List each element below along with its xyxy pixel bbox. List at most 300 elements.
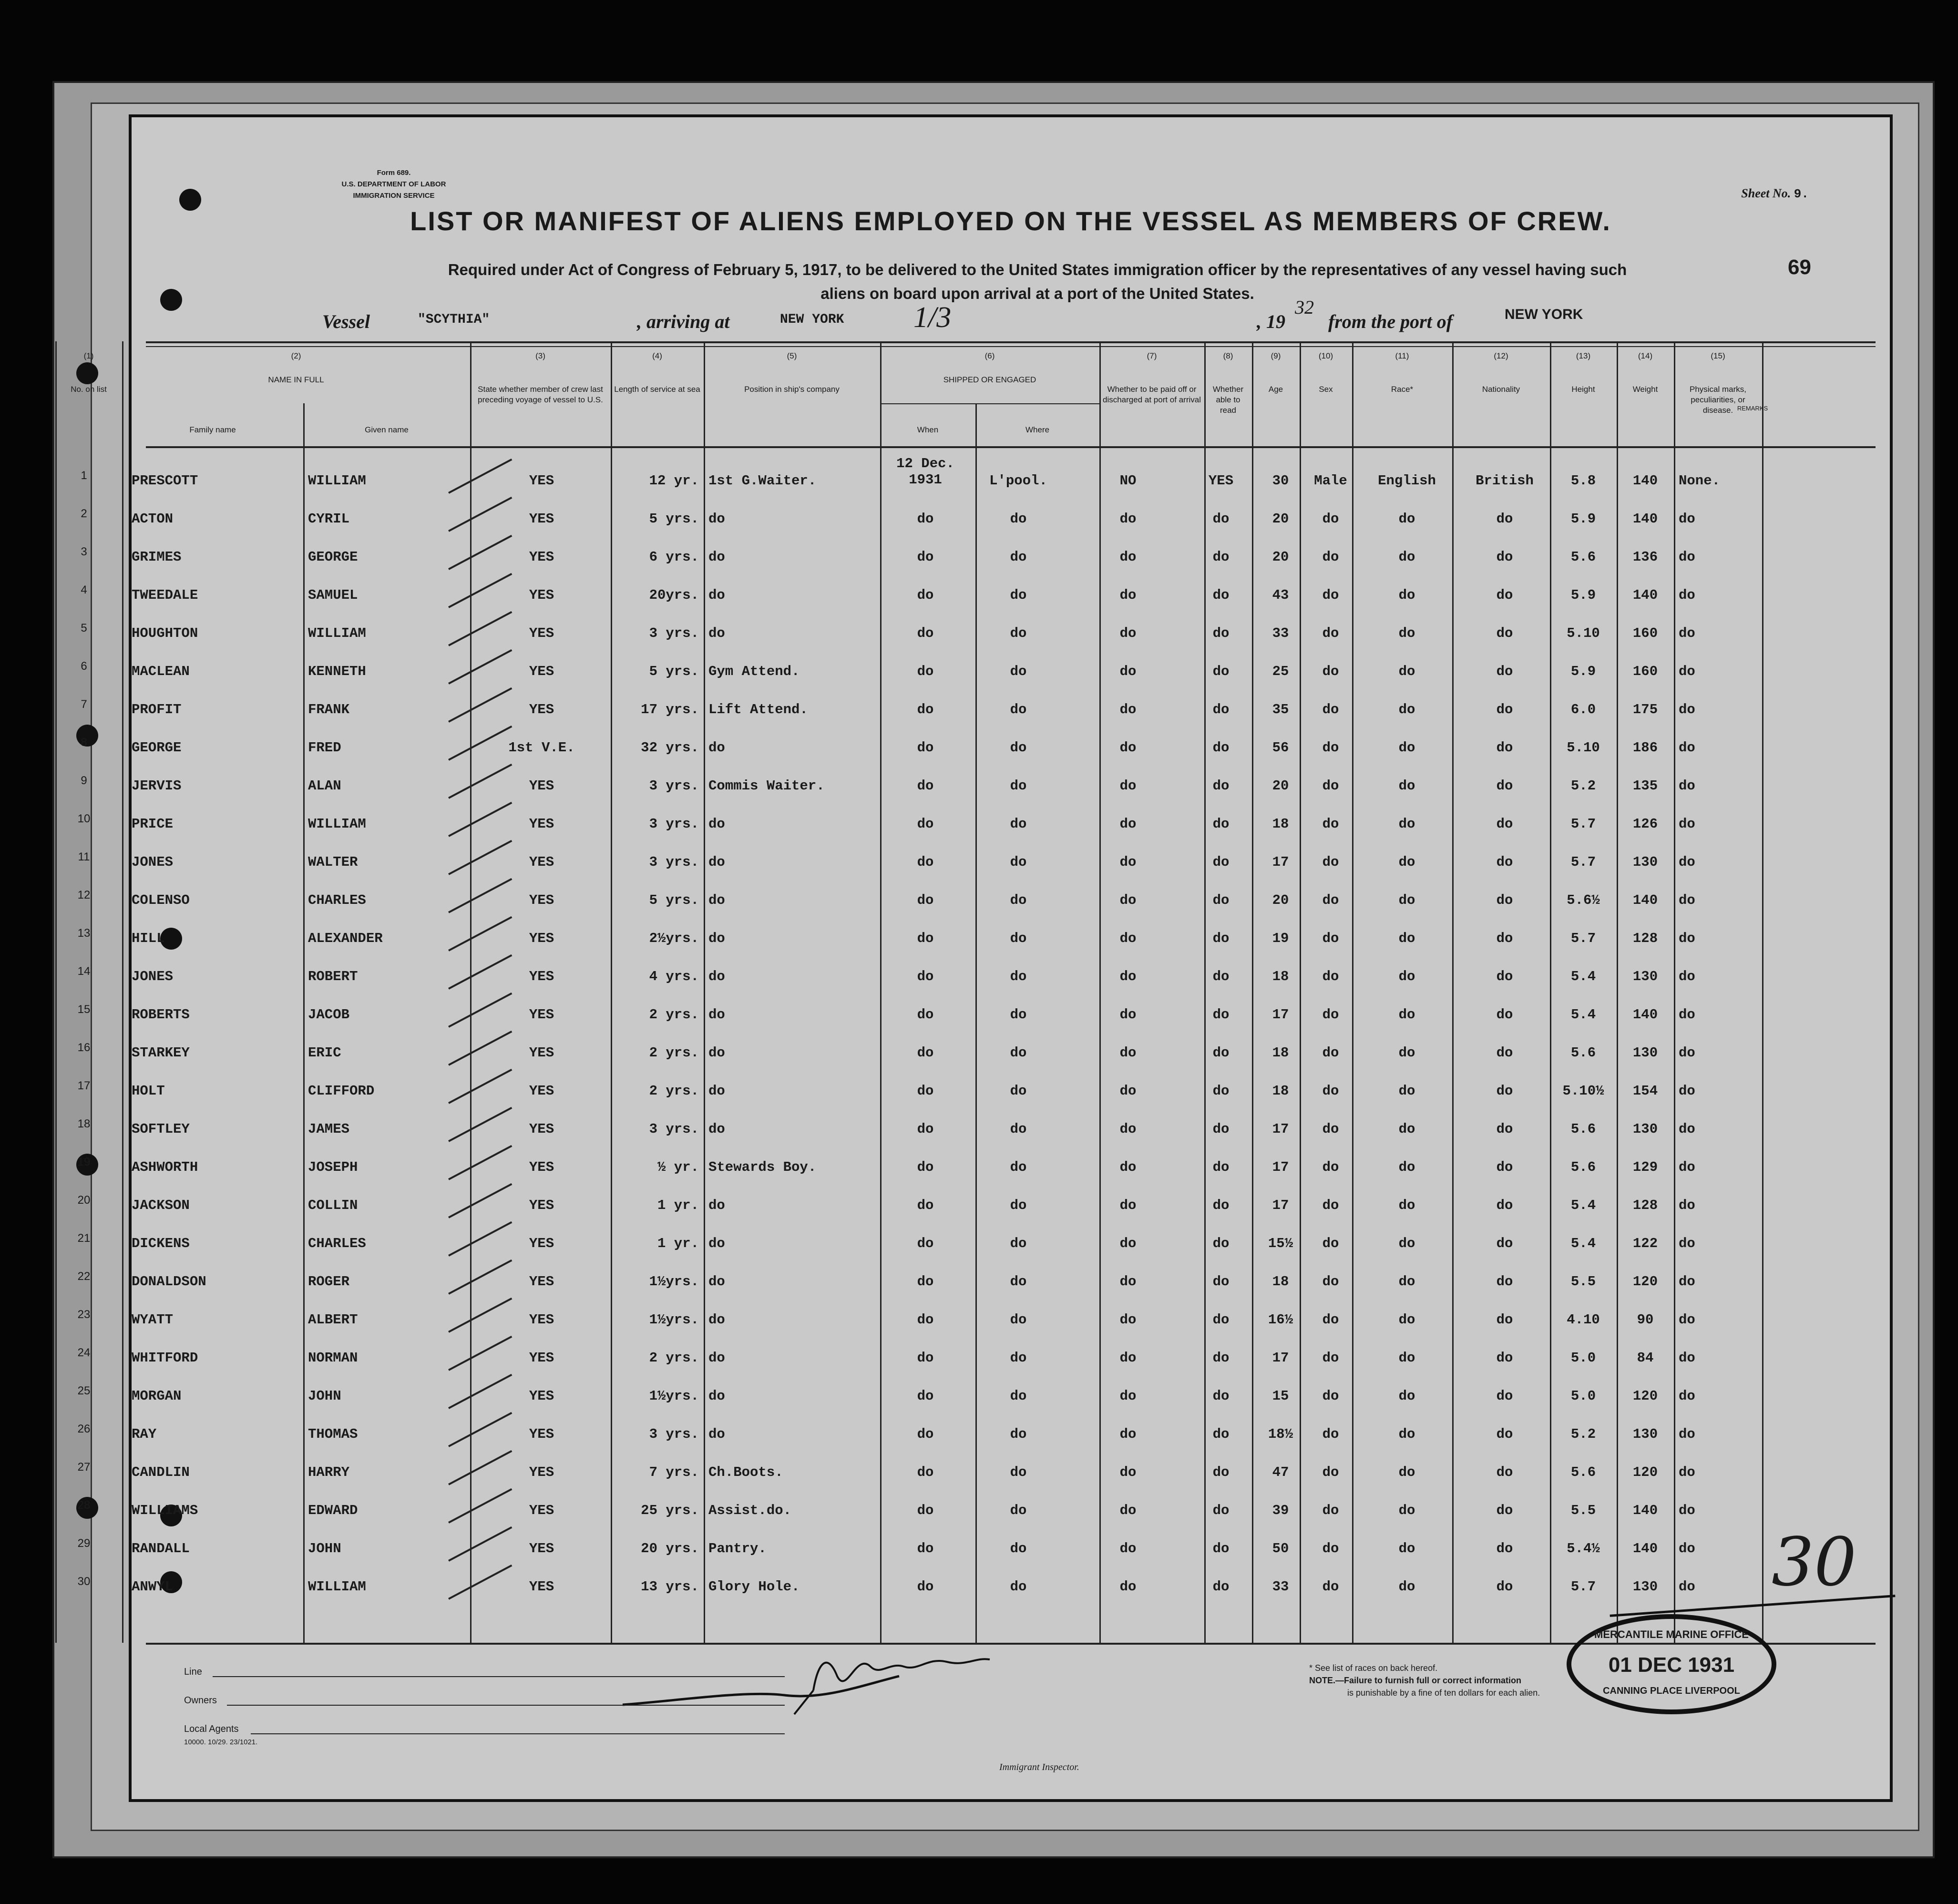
cell-paid: do [1119,1198,1137,1213]
cell-height: 4.10 [1567,1312,1600,1328]
table-row [78,842,1896,880]
cell-crew: YES [529,1579,554,1595]
cell-nat: do [1496,931,1513,946]
column-header: Whether able to read [1212,385,1244,415]
cell-where: do [1010,892,1027,908]
cell-read: do [1212,664,1230,679]
cell-no: 19 [77,1156,91,1168]
cell-read: do [1212,1541,1230,1556]
cell-race: do [1398,664,1415,679]
cell-crew: 1st V.E. [508,740,575,756]
column-number: (10) [1318,351,1333,360]
arriving-port: NEW YORK [780,312,844,327]
cell-sex: do [1322,1045,1339,1061]
cell-read: do [1212,1159,1230,1175]
line-label: Line [184,1667,202,1677]
header-bottom-rule [146,446,1876,448]
cell-weight: 130 [1632,969,1658,984]
cell-weight: 120 [1632,1388,1658,1404]
cell-when: do [917,892,934,908]
column-number: (15) [1711,351,1725,360]
table-row [77,1109,1896,1147]
cell-race: do [1398,1007,1415,1023]
cell-nat: do [1496,1388,1513,1404]
cell-sex: do [1322,1083,1339,1099]
cell-when: do [917,969,934,984]
cell-given: HARRY [308,1464,350,1480]
cell-no: 24 [77,1346,91,1359]
table-row [77,1261,1896,1300]
cell-given: COLLIN [308,1198,358,1213]
cell-race: do [1398,854,1415,870]
cell-family: ANWYL [132,1579,174,1595]
inspector-label: Immigrant Inspector. [999,1762,1079,1772]
owners-field [227,1705,785,1706]
cell-service: 1 yr. [657,1236,699,1251]
cell-height: 5.6 [1570,1464,1596,1480]
cell-sex: do [1322,1503,1339,1518]
cell-age: 17 [1272,1007,1289,1023]
cell-given: FRANK [308,702,350,717]
owners-label: Owners [184,1695,217,1706]
cell-marks: do [1679,1464,1695,1480]
cell-when: do [917,702,934,717]
table-row [77,1414,1896,1452]
cell-read: do [1212,1350,1230,1366]
column-header: Length of service at sea [614,385,700,394]
cell-age: 35 [1272,702,1289,717]
column-header-given: Given name [365,425,409,434]
column-header-when: When [917,425,939,434]
cell-weight: 154 [1632,1083,1658,1099]
table-row [77,994,1896,1033]
cell-position: do [708,1426,725,1442]
page-title: LIST OR MANIFEST OF ALIENS EMPLOYED ON THE VESSEL AS MEMBERS OF CREW. [410,206,1611,236]
cell-where: do [1010,1388,1027,1404]
cell-crew: YES [529,1198,554,1213]
cell-weight: 129 [1632,1159,1658,1175]
cell-paid: do [1119,892,1137,908]
cell-given: JAMES [308,1121,350,1137]
cell-when: do [917,1464,934,1480]
column-header: NAME IN FULL [268,375,324,384]
cell-service: 5 yrs. [649,511,699,527]
cell-position: do [708,1312,725,1328]
cell-nat: do [1496,1121,1513,1137]
cell-nat: do [1496,625,1513,641]
cell-paid: do [1119,1159,1137,1175]
cell-read: do [1212,1198,1230,1213]
table-top-rule-2 [146,346,1876,347]
cell-where: do [1010,1236,1027,1251]
cell-race: do [1398,1541,1415,1556]
cell-where: do [1010,1426,1027,1442]
cell-height: 5.6 [1570,1045,1596,1061]
cell-marks: do [1679,1388,1695,1404]
cell-crew: YES [529,1007,554,1023]
cell-given: CHARLES [308,1236,366,1251]
cell-read: do [1212,1312,1230,1328]
vessel-label: Vessel [322,311,370,332]
cell-paid: do [1119,702,1137,717]
cell-given: JACOB [308,1007,350,1023]
cell-race: do [1398,892,1415,908]
cell-service: 7 yrs. [649,1464,699,1480]
cell-no: 12 [77,889,91,901]
cell-position: Glory Hole. [708,1579,800,1595]
cell-family: RAY [132,1426,157,1442]
cell-position: do [708,1121,725,1137]
cell-marks: do [1679,1083,1695,1099]
sheet-value: 9. [1794,187,1809,201]
cell-read: do [1212,1579,1230,1595]
cell-weight: 160 [1632,625,1658,641]
column-rule [55,341,57,1643]
cell-nat: do [1496,969,1513,984]
cell-no: 25 [77,1384,91,1397]
cell-nat: do [1496,1045,1513,1061]
cell-marks: do [1679,1007,1695,1023]
cell-given: EDWARD [308,1503,358,1518]
cell-position: do [708,1274,725,1290]
cell-paid: do [1119,1312,1137,1328]
cell-family: JONES [132,969,174,984]
cell-no: 20 [77,1194,91,1207]
subtitle [298,258,1776,306]
cell-where: do [1010,740,1027,756]
cell-crew: YES [529,587,554,603]
cell-age: 15 [1272,1388,1289,1404]
cell-family: GRIMES [132,549,182,565]
column-header-family: Family name [189,425,236,434]
cell-crew: YES [529,1503,554,1518]
cell-when: do [917,1388,934,1404]
cell-race: do [1398,625,1415,641]
cell-sex: do [1322,1274,1339,1290]
cell-weight: 160 [1632,664,1658,679]
cell-given: SAMUEL [308,587,358,603]
cell-service: 6 yrs. [649,549,699,565]
cell-race: English [1378,473,1436,489]
print-code: 10000. 10/29. 23/1021. [184,1738,258,1746]
cell-paid: do [1119,1121,1137,1137]
cell-when: do [917,1579,934,1595]
cell-no: 15 [77,1003,91,1016]
cell-service: 12 yr. [649,473,699,489]
cell-paid: do [1119,1274,1137,1290]
cell-marks: do [1679,1159,1695,1175]
table-row [77,1452,1896,1490]
cell-position: do [708,1350,725,1366]
column-number: (1) [83,351,94,360]
cell-family: DICKENS [132,1236,190,1251]
cell-race: do [1398,1388,1415,1404]
column-header: Weight [1632,385,1658,394]
cell-sex: do [1322,1388,1339,1404]
cell-no: 21 [77,1232,91,1245]
cell-marks: do [1679,816,1695,832]
cell-paid: do [1119,969,1137,984]
column-number: (9) [1271,351,1281,360]
cell-read: do [1212,778,1230,794]
cell-where: do [1010,625,1027,641]
cell-weight: 128 [1632,931,1658,946]
cell-read: do [1212,931,1230,946]
cell-no: 27 [77,1461,91,1474]
cell-read: do [1212,702,1230,717]
cell-age: 18 [1272,969,1289,984]
cell-family: GEORGE [132,740,182,756]
cell-family: SOFTLEY [132,1121,190,1137]
cell-where: do [1010,664,1027,679]
cell-race: do [1398,740,1415,756]
cell-family: ASHWORTH [132,1159,198,1175]
cell-paid: do [1119,1464,1137,1480]
cell-paid: do [1119,625,1137,641]
cell-where: do [1010,1350,1027,1366]
cell-height: 5.5 [1570,1503,1596,1518]
cell-position: Stewards Boy. [708,1159,817,1175]
cell-where: do [1010,1159,1027,1175]
subheader-rule [880,403,1099,404]
cell-weight: 130 [1632,1579,1658,1595]
cell-nat: do [1496,740,1513,756]
cell-marks: do [1679,854,1695,870]
cell-height: 5.9 [1570,664,1596,679]
cell-when: do [917,1121,934,1137]
cell-no: 30 [77,1575,91,1588]
table-row [77,1566,1896,1605]
column-number: (12) [1494,351,1508,360]
cell-paid: do [1119,854,1137,870]
cell-position: Assist.do. [708,1503,792,1518]
cell-where: do [1010,931,1027,946]
cell-no: 14 [77,965,91,978]
cell-race: do [1398,778,1415,794]
cell-sex: do [1322,625,1339,641]
cell-paid: do [1119,1236,1137,1251]
cell-when: do [917,854,934,870]
cell-nat: do [1496,664,1513,679]
cell-position: do [708,969,725,984]
cell-no: 11 [78,850,90,863]
cell-position: 1st G.Waiter. [708,473,817,489]
cell-crew: YES [529,1426,554,1442]
cell-where: do [1010,1274,1027,1290]
cell-nat: do [1496,1503,1513,1518]
cell-service: 1½yrs. [649,1274,699,1290]
cell-height: 5.8 [1570,473,1596,489]
table-row [81,689,1896,727]
cell-where: do [1010,1121,1027,1137]
cell-no: 2 [81,507,87,520]
cell-when: do [917,816,934,832]
cell-race: do [1398,969,1415,984]
total-count-handwritten: 30 [1772,1524,1857,1601]
cell-when: do [917,1274,934,1290]
cell-paid: do [1119,1503,1137,1518]
cell-age: 47 [1272,1464,1289,1480]
cell-when: 12 Dec. 1931 [896,456,954,488]
cell-paid: do [1119,549,1137,565]
manifest-sheet [71,114,1893,1802]
cell-crew: YES [529,1159,554,1175]
cell-when: do [917,1007,934,1023]
cell-position: do [708,740,725,756]
cell-family: ACTON [132,511,174,527]
cell-weight: 130 [1632,1426,1658,1442]
cell-position: do [708,1198,725,1213]
cell-age: 19 [1272,931,1289,946]
penalty-note-1: NOTE.—Failure to furnish full or correct information [1309,1676,1522,1685]
cell-race: do [1398,1274,1415,1290]
cell-nat: do [1496,854,1513,870]
cell-race: do [1398,511,1415,527]
year-prefix: , 19 [1257,311,1285,332]
cell-nat: do [1496,1198,1513,1213]
cell-paid: do [1119,1388,1137,1404]
column-header: Nationality [1482,385,1520,394]
cell-where: do [1010,1007,1027,1023]
cell-service: 1½yrs. [649,1312,699,1328]
cell-service: 20yrs. [649,587,699,603]
cell-weight: 140 [1632,511,1658,527]
cell-marks: do [1679,1045,1695,1061]
cell-family: STARKEY [132,1045,190,1061]
cell-where: do [1010,969,1027,984]
cell-race: do [1398,1121,1415,1137]
cell-position: Ch.Boots. [708,1464,783,1480]
column-header: State whether member of crew last preceding voyage of vessel to U.S. [478,385,603,404]
cell-marks: do [1679,1312,1695,1328]
cell-given: ALAN [308,778,341,794]
cell-family: HILL [132,931,165,946]
cell-family: TWEEDALE [132,587,198,603]
cell-read: do [1212,1426,1230,1442]
cell-family: MORGAN [132,1388,182,1404]
column-number: (5) [787,351,797,360]
sheet-label: Sheet No. [1741,186,1791,200]
cell-no: 8 [81,736,87,749]
cell-no: 23 [77,1308,91,1321]
cell-marks: do [1679,587,1695,603]
cell-given: ROBERT [308,969,358,984]
cell-height: 6.0 [1570,702,1596,717]
cell-race: do [1398,1579,1415,1595]
cell-weight: 130 [1632,1121,1658,1137]
column-number: (11) [1395,351,1409,360]
cell-paid: do [1119,1541,1137,1556]
table-row [77,1071,1896,1109]
cell-service: 17 yrs. [641,702,699,717]
cell-crew: YES [529,1388,554,1404]
cell-age: 20 [1272,778,1289,794]
cell-nat: do [1496,1464,1513,1480]
cell-age: 17 [1272,1350,1289,1366]
cell-read: do [1212,854,1230,870]
cell-service: 5 yrs. [649,892,699,908]
cell-race: do [1398,1503,1415,1518]
cell-where: L'pool. [989,473,1047,489]
cell-age: 20 [1272,892,1289,908]
cell-family: PRICE [132,816,174,832]
cell-when: do [917,549,934,565]
cell-no: 16 [77,1041,91,1054]
stamp-date: 01 DEC 1931 [1608,1653,1735,1677]
cell-race: do [1398,587,1415,603]
from-label: from the port of [1328,311,1453,332]
table-row [77,1185,1896,1223]
cell-when: do [917,740,934,756]
cell-where: do [1010,587,1027,603]
cell-given: ALEXANDER [308,931,383,946]
cell-position: do [708,931,725,946]
cell-sex: do [1322,1121,1339,1137]
cell-weight: 130 [1632,1045,1658,1061]
cell-marks: do [1679,1426,1695,1442]
column-header-remarks: REMARKS [1737,405,1768,412]
cell-marks: do [1679,931,1695,946]
cell-paid: do [1119,1579,1137,1595]
table-row [81,456,1896,499]
cell-marks: do [1679,778,1695,794]
cell-sex: do [1322,1464,1339,1480]
cell-given: NORMAN [308,1350,358,1366]
cell-sex: do [1322,1350,1339,1366]
table-row [77,1300,1896,1338]
form-number: Form 689. [377,169,411,177]
cell-no: 4 [81,583,87,596]
cell-position: do [708,1236,725,1251]
cell-no: 18 [77,1117,91,1130]
cell-paid: do [1119,664,1137,679]
cell-position: do [708,625,725,641]
cell-age: 56 [1272,740,1289,756]
cell-crew: YES [529,969,554,984]
cell-where: do [1010,549,1027,565]
cell-no: 17 [77,1079,91,1092]
cell-marks: do [1679,549,1695,565]
cell-paid: do [1119,778,1137,794]
cell-nat: do [1496,1159,1513,1175]
cell-where: do [1010,1464,1027,1480]
cell-height: 5.4 [1570,1198,1596,1213]
cell-marks: do [1679,1350,1695,1366]
table-top-rule [146,341,1876,343]
cell-sex: do [1322,931,1339,946]
cell-crew: YES [529,1350,554,1366]
column-number: (3) [535,351,545,360]
cell-read: do [1212,740,1230,756]
cell-crew: YES [529,1312,554,1328]
cell-nat: do [1496,1274,1513,1290]
arrival-date-handwritten: 1/3 [913,301,952,334]
cell-sex: do [1322,969,1339,984]
table-row [77,1223,1896,1261]
cell-marks: do [1679,664,1695,679]
table-row [77,1033,1896,1071]
service: IMMIGRATION SERVICE [353,192,435,200]
cell-where: do [1010,1503,1027,1518]
cell-read: do [1212,1388,1230,1404]
cell-given: ALBERT [308,1312,358,1328]
column-rule [122,341,123,1643]
cell-weight: 126 [1632,816,1658,832]
cell-position: Pantry. [708,1541,767,1556]
table-row [81,766,1896,804]
from-port: NEW YORK [1505,307,1583,322]
cell-read: do [1212,1464,1230,1480]
